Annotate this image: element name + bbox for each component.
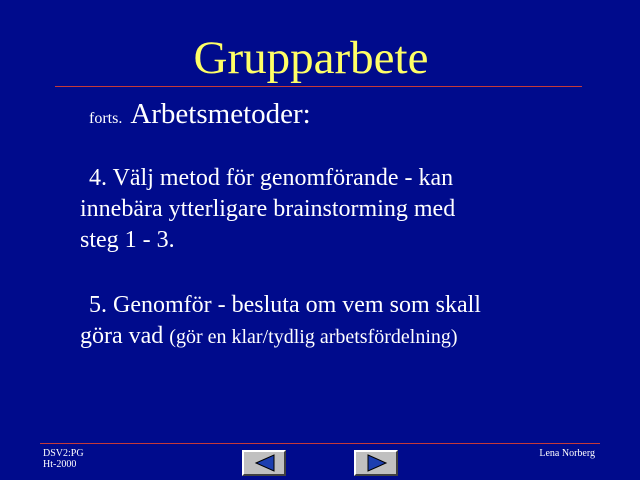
paragraph-line-text: göra vad xyxy=(80,323,164,349)
paragraph-line-2 xyxy=(80,321,580,353)
subtitle-prefix: forts. xyxy=(89,110,123,127)
slide-title: Grupparbete xyxy=(193,32,429,84)
paragraph-line: innebära ytterligare brainstorming med xyxy=(80,196,456,222)
title-divider xyxy=(55,86,582,87)
triangle-left-icon xyxy=(244,452,284,474)
paragraph-line: 5. Genomför - besluta om vem som skall xyxy=(89,292,481,318)
subtitle-heading: Arbetsmetoder: xyxy=(130,98,311,130)
footer-course-code: DSV2:PG xyxy=(43,448,84,459)
footer-course-info xyxy=(43,448,84,470)
footer-divider xyxy=(40,443,600,444)
next-slide-button[interactable] xyxy=(354,450,398,476)
triangle-right-icon xyxy=(356,452,396,474)
paragraph-step-4 xyxy=(80,163,580,256)
paragraph-line: 4. Välj metod för genomförande - kan xyxy=(89,165,454,191)
previous-slide-button[interactable] xyxy=(242,450,286,476)
paragraph-line: steg 1 - 3. xyxy=(80,227,175,253)
footer-term: Ht-2000 xyxy=(43,459,77,470)
footer-author: Lena Norberg xyxy=(539,448,595,459)
subtitle xyxy=(89,98,311,131)
paragraph-line-note: (gör en klar/tydlig arbetsfördelning) xyxy=(169,326,458,348)
paragraph-step-5 xyxy=(80,290,580,353)
